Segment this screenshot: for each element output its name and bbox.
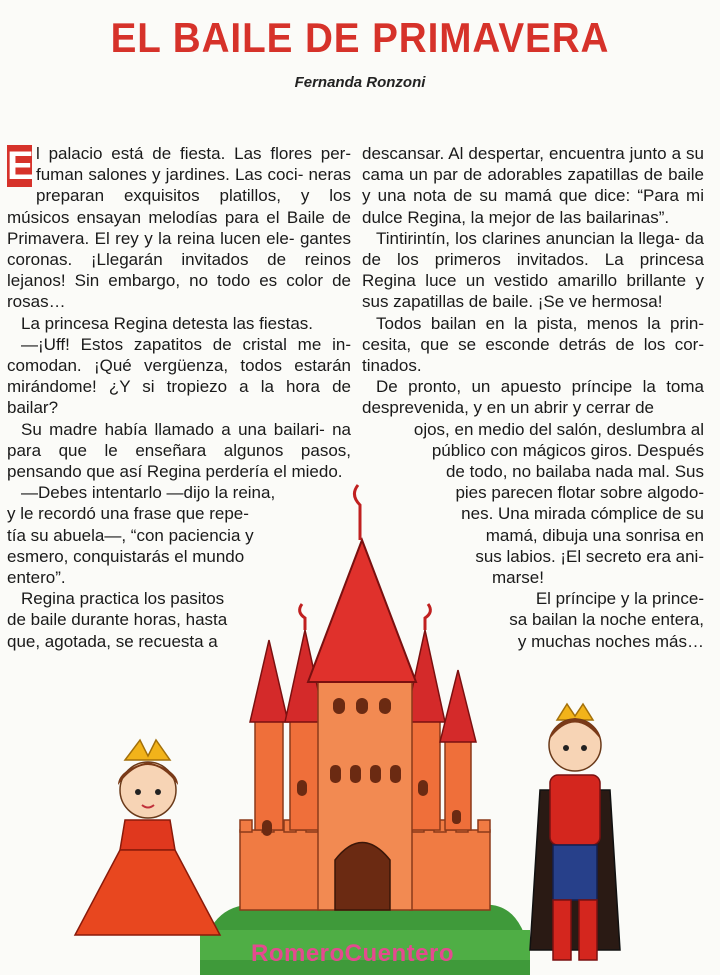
- paragraph: De pronto, un apuesto príncipe la toma desprevenida, y en un abrir y cerrar de: [362, 377, 704, 418]
- text-line: —Debes intentarlo —dijo la reina,: [21, 483, 276, 503]
- text-line: nes. Una mirada cómplice de su: [461, 504, 704, 524]
- text-line: esmero, conquistarás el mundo: [7, 546, 245, 566]
- text-line: l palacio está de fiesta. Las flores per-: [36, 144, 351, 163]
- text-line: El príncipe y la prince-: [535, 589, 704, 609]
- paragraph: Todos bailan en la pista, menos la prin- cesita, que se esconde detrás de los cor- tinados.: [362, 313, 704, 376]
- story-title: EL BAILE DE PRIMAVERA: [110, 14, 610, 61]
- paragraph: descansar. Al despertar, encuentra junto a su cama un par de adorables zapatillas de baile y una nota de su mamá que dice: “Para mi dulce Regina, la mejor de las bailarinas”.: [362, 144, 704, 227]
- text-line: mamá, dibuja una sonrisa en: [485, 525, 704, 545]
- text-line: entero”.: [7, 568, 66, 588]
- text-line: de todo, no bailaba nada mal. Sus: [445, 462, 704, 482]
- castle-left-wall: [240, 830, 320, 910]
- tower-right-inner: [410, 720, 440, 830]
- paragraph: Su madre había llamado a una bailari- na para que le enseñara algunos pasos, pensando que así Regina perdería el miedo.: [7, 419, 351, 482]
- text-line: pies parecen flotar sobre algodo-: [455, 483, 704, 503]
- author-name: Fernanda Ronzoni: [294, 74, 426, 91]
- text-line: ojos, en medio del salón, deslumbra al: [413, 419, 704, 439]
- paragraph: Tintirintín, los clarines anuncian la llega- da de los primeros invitados. La princesa Regina luce un vestido amarillo brillante y sus zapatillas de baile. ¡Se ve hermosa!: [362, 228, 704, 312]
- text-line: sa bailan la noche entera,: [509, 610, 704, 630]
- text-line: Regina practica los pasitos: [21, 589, 225, 609]
- text-line: que, agotada, se recuesta a: [7, 631, 218, 651]
- crown-icon: [125, 740, 170, 760]
- text-line: y le recordó una frase que repe-: [7, 504, 249, 524]
- tower-roof: [440, 670, 476, 742]
- watermark: RomeroCuentero: [251, 940, 455, 967]
- prince-figure: [530, 704, 620, 960]
- paragraph: La princesa Regina detesta las fiestas.: [21, 313, 314, 333]
- text-line: público con mágicos giros. Después: [431, 440, 704, 460]
- text-line: sus labios. ¡El secreto era ani-: [475, 546, 704, 566]
- text-line: tía su abuela—, “con paciencia y: [7, 525, 254, 545]
- tower-roof: [250, 640, 288, 722]
- castle-right-wall: [410, 830, 490, 910]
- text-line: y muchas noches más…: [517, 631, 704, 651]
- tower-left-inner: [290, 720, 320, 830]
- tower-left-outer: [255, 720, 283, 830]
- text-line: neras preparan exquisitos platillos, y los músicos ensayan melodías para el Baile de Primavera. El rey y la reina lucen ele- gantes coronas. ¡Llegarán invitados de reinos lejanos! Sin embargo, no todo es color de rosas…: [7, 165, 351, 312]
- princess-figure: [75, 740, 220, 935]
- paragraph: —¡Uff! Estos zapatitos de cristal me in- comodan. ¡Qué vergüenza, todos estarán mirándome! ¿Y si tropiezo a la hora de bailar?: [7, 334, 351, 418]
- castle-gate: [335, 843, 390, 911]
- crown-icon: [557, 704, 593, 720]
- main-tower-roof: [308, 540, 416, 682]
- drop-cap: E: [7, 144, 34, 188]
- text-line: fuman salones y jardines. Las coci-: [36, 165, 304, 185]
- text-line: marse!: [492, 568, 544, 588]
- text-line: de baile durante horas, hasta: [7, 610, 228, 630]
